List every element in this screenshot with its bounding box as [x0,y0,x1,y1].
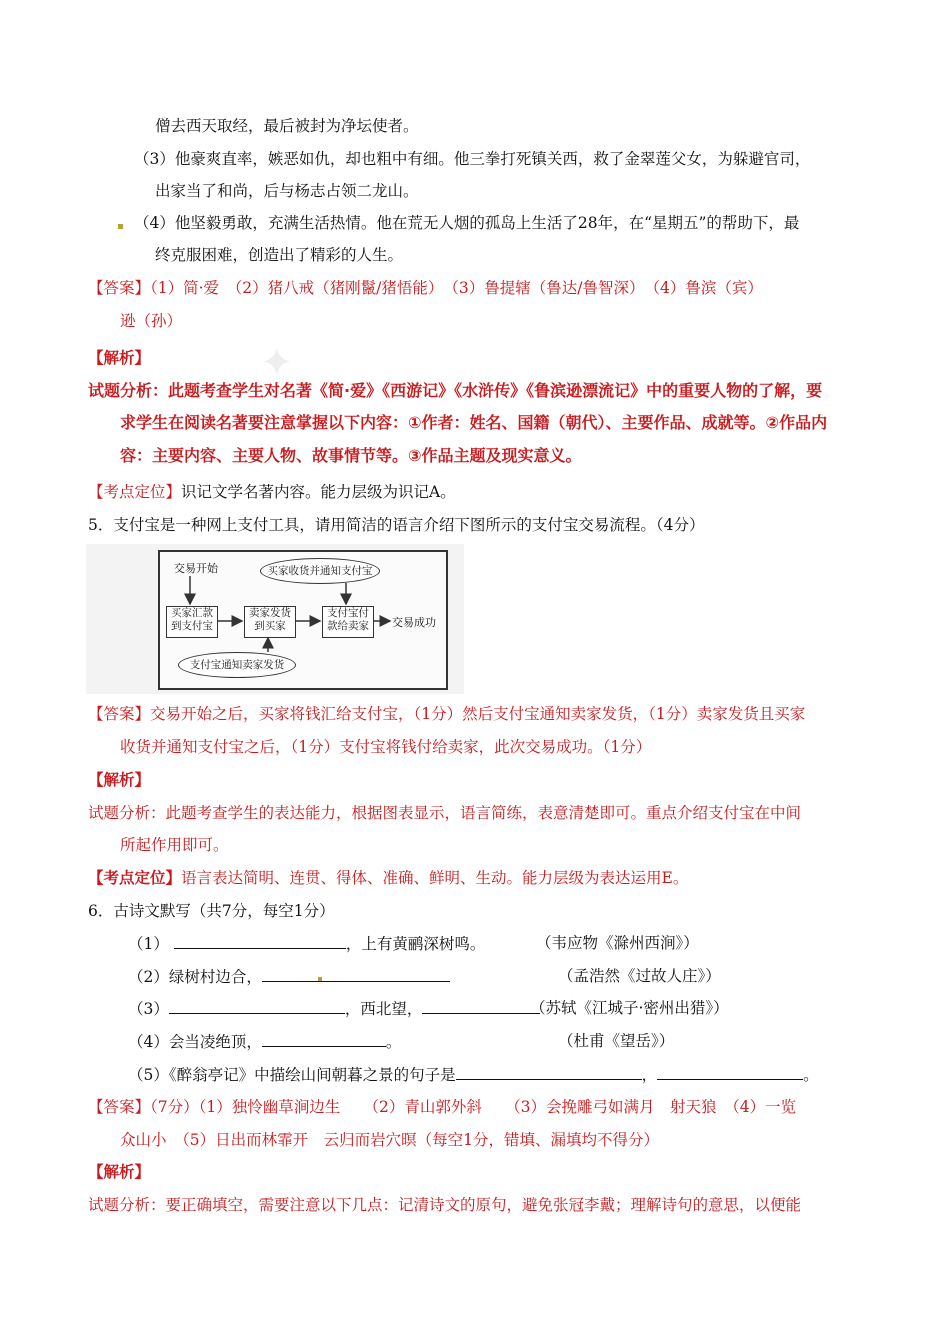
q4-item-4-cont: 终克服困难，创造出了精彩的人生。 [155,246,404,264]
q6-analysis: 试题分析：要正确填空，需要注意以下几点：记清诗文的原句，避免张冠李戴；理解诗句的意思，以便能 [88,1196,802,1214]
q5-analysis-tag: 【解析】 [88,770,151,789]
q6-line-3 [128,997,540,1020]
q5-point [88,867,688,889]
point-tag: 【考点定位】 [88,483,182,501]
stray-dot [118,224,123,229]
q4-analysis: 试题分析：此题考查学生对名著《简·爱》《西游记》《水浒传》《鲁滨逊漂流记》中的重要人物的了解，要 [88,381,823,400]
line-text: ，上有黄鹂深树鸣。 [345,935,486,953]
q5-answer-cont: 收货并通知支付宝之后，（1分）支付宝将钱付给卖家，此次交易成功。（1分） [120,738,652,756]
watermark: ✦ [260,340,294,386]
q4-answer: 【答案】（1）简·爱 （2）猪八戒（猪刚鬣/猪悟能） （3）鲁提辖（鲁达/鲁智深） （4）鲁滨（宾） [88,279,763,297]
blank[interactable] [174,932,346,949]
q5-question: 5．支付宝是一种网上支付工具，请用简洁的语言介绍下图所示的支付宝交易流程。（4分） [88,516,705,534]
q4-line: 僧去西天取经，最后被封为净坛使者。 [155,117,419,135]
line-end: 。 [385,1033,402,1051]
q6-line-1 [128,932,485,955]
q6-src-3: （苏轼《江城子·密州出猎》） [530,999,729,1017]
line-text: （5）《醉翁亭记》中描绘山间朝暮之景的句子是 [128,1066,456,1084]
q4-analysis-cont2: 容：主要内容、主要人物、故事情节等。③作品主题及现实意义。 [120,446,582,465]
blank[interactable] [262,965,450,982]
q6-question: 6．古诗文默写（共7分，每空1分） [88,902,335,920]
point-text: 识记文学名著内容。能力层级为识记A。 [181,483,456,501]
q6-answer [88,1096,796,1118]
line-sep: ， [641,1066,658,1084]
line-text: （4）会当凌绝顶， [128,1033,262,1051]
flow-box-2: 卖家发货到买家 [244,606,296,638]
blank[interactable] [169,997,345,1014]
answer-text: （7分）（1）独怜幽草涧边生 （2）青山郭外斜 （3）会挽雕弓如满月 射天狼 （4）一览 [150,1098,797,1116]
answer-tag: 【答案】 [88,705,151,723]
q6-line-5 [128,1063,819,1086]
line-end: 。 [803,1066,819,1084]
point-tag: 【考点定位】 [88,868,182,887]
q4-item-4: （4）他坚毅勇敢，充满生活热情。他在荒无人烟的孤岛上生活了28年，在“星期五”的帮助下，最 [134,214,800,232]
point-text: 语言表达简明、连贯、得体、准确、鲜明、生动。能力层级为表达运用E。 [181,869,689,887]
flow-box-1: 买家汇款到支付宝 [166,606,218,638]
q6-line-4 [128,1030,401,1053]
q4-point [88,481,456,503]
q4-analysis-cont: 求学生在阅读名著要注意掌握以下内容：①作者：姓名、国籍（朝代）、主要作品、成就等。②作品内 [120,413,828,432]
q4-item-3-cont: 出家当了和尚，后与杨志占领二龙山。 [155,182,419,200]
q5-analysis: 试题分析：此题考查学生的表达能力，根据图表显示，语言简练，表意清楚即可。重点介绍支付宝在中间 [88,804,802,822]
q4-answer-cont: 逊（孙） [120,312,183,330]
q5-answer [88,703,805,725]
q4-analysis-tag: 【解析】 [88,348,151,367]
blank[interactable] [456,1063,642,1080]
q6-src-2: （孟浩然《过故人庄》） [558,967,721,985]
flowchart [86,544,464,694]
blank[interactable] [657,1063,803,1080]
line-num: （1） [128,935,169,953]
answer-text: 交易开始之后，买家将钱汇给支付宝，（1分）然后支付宝通知卖家发货，（1分）卖家发货且买家 [150,705,806,723]
flow-start: 交易开始 [174,562,218,575]
q6-src-4: （杜甫《望岳》） [558,1032,675,1050]
answer-tag: 【答案】 [88,1098,151,1116]
flow-bottom-oval: 支付宝通知卖家发货 [178,652,296,678]
blank[interactable] [262,1030,386,1047]
q4-item-3: （3）他豪爽直率，嫉恶如仇，却也粗中有细。他三拳打死镇关西，救了金翠莲父女，为躲避官司， [134,150,811,168]
flow-top-oval: 买家收货并通知支付宝 [260,558,380,584]
flow-arrows [160,552,446,688]
q6-line-2 [128,965,450,988]
q6-src-1: （韦应物《滁州西涧》） [536,934,699,952]
flowchart-frame [158,550,448,690]
line-text: （2）绿树村边合， [128,968,262,986]
flow-end: 交易成功 [392,616,436,629]
q5-analysis-cont: 所起作用即可。 [120,836,229,854]
stray-dot [318,977,322,981]
line-text: ，西北望， [344,1000,423,1018]
flow-box-3: 支付宝付款给卖家 [322,606,374,638]
q6-answer-cont: 众山小 （5）日出而林霏开 云归而岩穴暝（每空1分，错填、漏填均不得分） [120,1131,659,1149]
q6-analysis-tag: 【解析】 [88,1162,151,1181]
line-num: （3） [128,1000,169,1018]
blank[interactable] [422,997,540,1014]
